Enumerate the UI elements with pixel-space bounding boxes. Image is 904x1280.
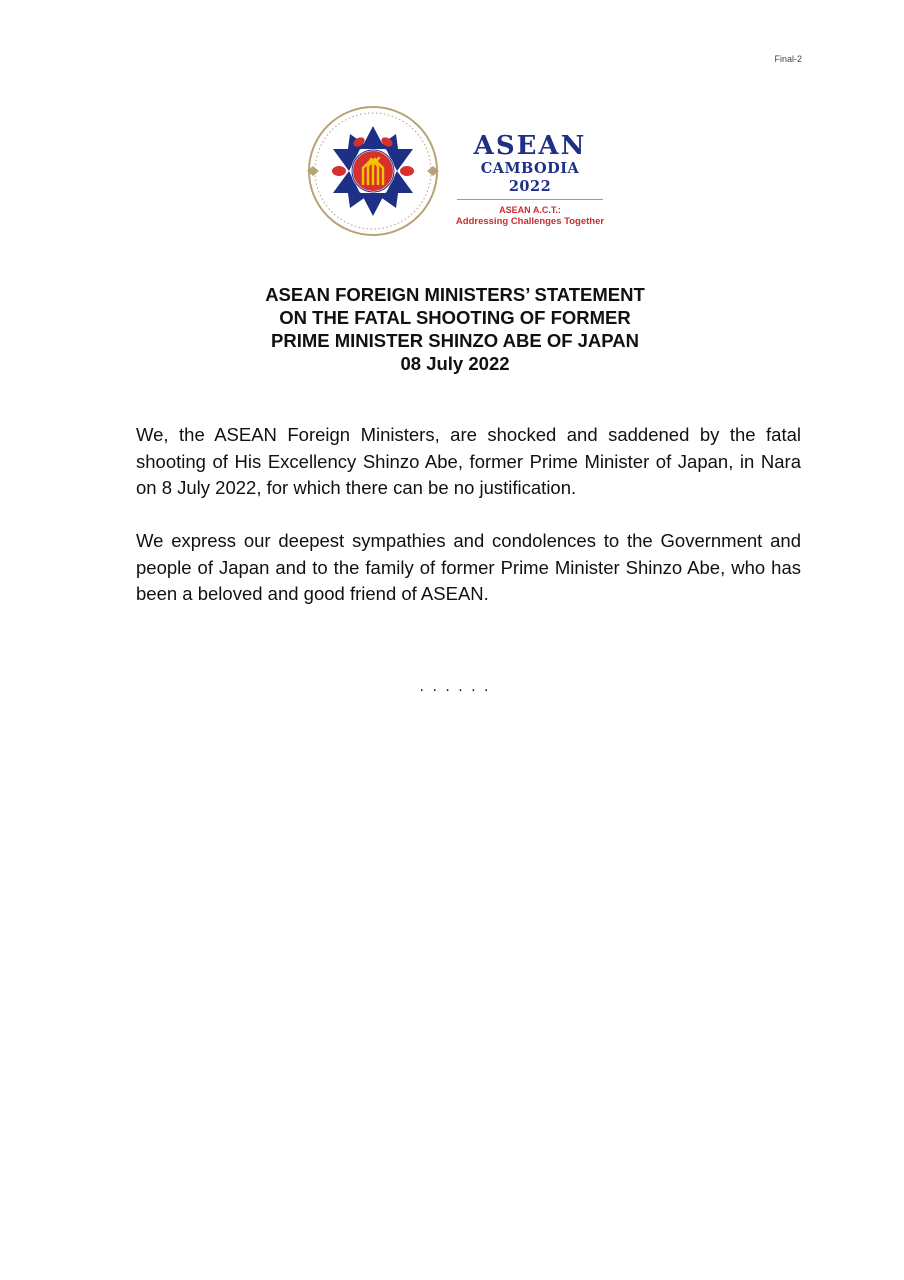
logo-act: ASEAN A.C.T.:: [499, 205, 561, 215]
logo-subtitle: CAMBODIA 2022: [457, 160, 603, 200]
statement-paragraph: We, the ASEAN Foreign Ministers, are shocked and saddened by the fatal shooting of His Excellency Shinzo Abe, former Prime Minister of Japan, in Nara on 8 July 2022, for which there can be no justification.: [136, 424, 801, 498]
asean-cambodia-logo: [305, 102, 615, 240]
asean-emblem-icon: [305, 104, 441, 238]
logo-tagline: Addressing Challenges Together: [455, 216, 605, 227]
logo-text: [455, 132, 605, 228]
statement-title: [0, 283, 904, 375]
statement-paragraph: We express our deepest sympathies and condolences to the Government and people of Japan and to the family of former Prime Minister Shinzo Abe, who has been a beloved and good friend of ASEAN.: [136, 530, 801, 604]
end-mark: . . . . . .: [419, 678, 491, 695]
document-code: Final-2: [774, 54, 802, 64]
logo-title: ASEAN: [473, 131, 587, 161]
title-line: PRIME MINISTER SHINZO ABE OF JAPAN: [271, 330, 639, 351]
title-line: ASEAN FOREIGN MINISTERS’ STATEMENT: [265, 284, 645, 305]
title-line: ON THE FATAL SHOOTING OF FORMER: [279, 307, 631, 328]
statement-date: 08 July 2022: [400, 353, 510, 374]
